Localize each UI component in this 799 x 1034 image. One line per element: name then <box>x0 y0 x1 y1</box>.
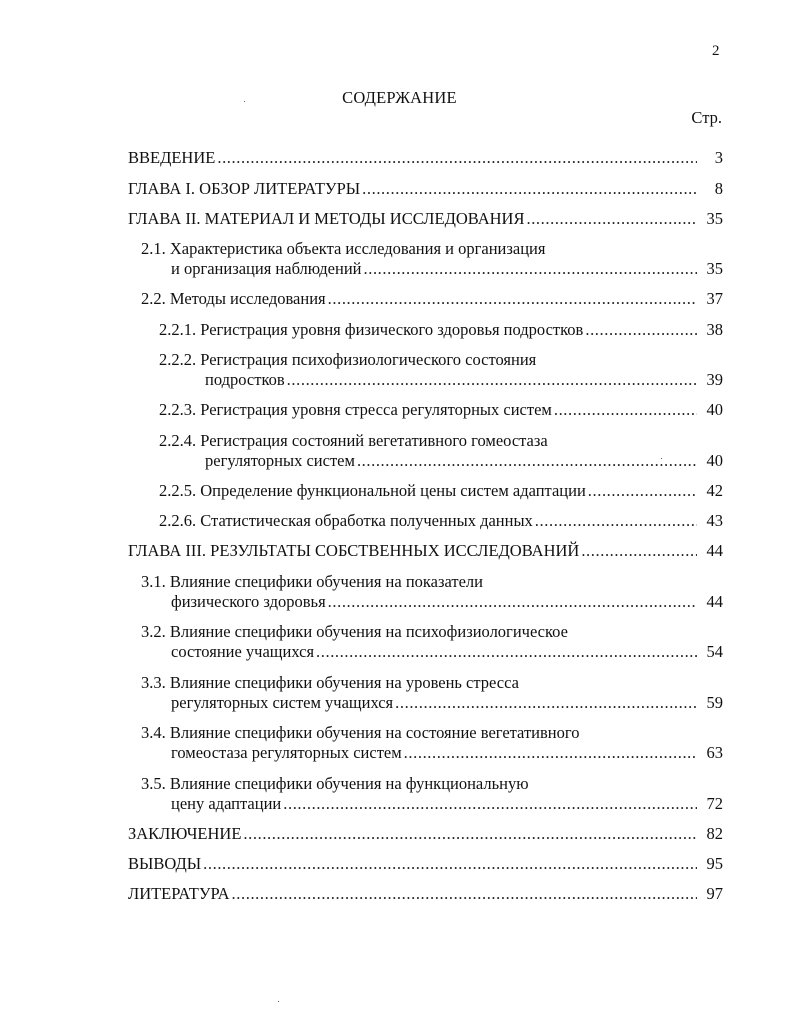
dot-leader <box>357 450 697 472</box>
toc-entry-label: 2.2.6. Статистическая обработка полученных данных <box>159 511 533 530</box>
scan-speck <box>278 1001 279 1002</box>
toc-entry-label: ВЫВОДЫ <box>128 854 202 873</box>
toc-entry-chapter-1[interactable] <box>128 178 723 200</box>
toc-entry-page: 40 <box>706 451 723 470</box>
toc-entry-label: ВВЕДЕНИЕ <box>128 148 216 167</box>
toc-entry-label: ГЛАВА III. РЕЗУЛЬТАТЫ СОБСТВЕННЫХ ИССЛЕДОВАНИЙ <box>128 541 580 560</box>
toc-entry-page: 82 <box>706 824 723 843</box>
toc-entry-label: 2.2. Методы исследования <box>141 289 326 308</box>
toc-entry-2-1[interactable] <box>171 258 723 280</box>
toc-entry-2-2-2[interactable] <box>205 369 723 391</box>
toc-entry-2-2-3[interactable] <box>159 399 723 421</box>
toc-entry-label: ЛИТЕРАТУРА <box>128 884 230 903</box>
toc-entry-page: 43 <box>706 511 723 530</box>
toc-entry-page: 44 <box>706 541 723 560</box>
dot-leader <box>404 742 697 764</box>
toc-entry-2-2-2-line1[interactable]: 2.2.2. Регистрация психофизиологического состояния <box>159 350 537 369</box>
toc-entry-3-2[interactable] <box>171 641 723 663</box>
toc-entry-2-2-6[interactable] <box>159 510 723 532</box>
toc-entry-page: 59 <box>706 693 723 712</box>
toc-entry-page: 35 <box>706 259 723 278</box>
toc-entry-page: 72 <box>706 794 723 813</box>
toc-entry-2-2-4-line1[interactable]: 2.2.4. Регистрация состояний вегетативного гомеостаза <box>159 431 548 450</box>
dot-leader <box>243 823 697 845</box>
toc-entry-3-2-line1[interactable]: 3.2. Влияние специфики обучения на психофизиологическое <box>141 622 568 641</box>
toc-entry-page: 44 <box>706 592 723 611</box>
toc-entry-page: 39 <box>706 370 723 389</box>
toc-entry-label: регуляторных систем учащихся <box>171 693 394 712</box>
toc-entry-page: 40 <box>706 400 723 419</box>
page-column-header: Стр. <box>691 108 722 127</box>
toc-entry-3-1-line1[interactable]: 3.1. Влияние специфики обучения на показатели <box>141 572 483 591</box>
toc-entry-3-5[interactable] <box>171 793 723 815</box>
toc-entry-conclusion[interactable] <box>128 823 723 845</box>
toc-entry-label: гомеостаза регуляторных систем <box>171 743 402 762</box>
toc-entry-2-2[interactable] <box>141 288 723 310</box>
page-title: СОДЕРЖАНИЕ <box>342 88 457 107</box>
toc-entry-2-2-5[interactable] <box>159 480 723 502</box>
toc-entry-label: 2.2.3. Регистрация уровня стресса регуляторных систем <box>159 400 552 419</box>
dot-leader <box>362 178 697 200</box>
toc-entry-label: ГЛАВА I. ОБЗОР ЛИТЕРАТУРЫ <box>128 179 361 198</box>
toc-entry-2-2-1[interactable] <box>159 319 723 341</box>
toc-entry-label: физического здоровья <box>171 592 326 611</box>
dot-leader <box>203 853 697 875</box>
toc-entry-3-1[interactable] <box>171 591 723 613</box>
toc-entry-label: 2.2.5. Определение функциональной цены систем адаптации <box>159 481 586 500</box>
toc-entry-label: 2.2.1. Регистрация уровня физического здоровья подростков <box>159 320 584 339</box>
scan-speck <box>661 458 662 459</box>
toc-entry-chapter-2[interactable] <box>128 208 723 230</box>
toc-entry-page: 95 <box>706 854 723 873</box>
toc-entry-label: ГЛАВА II. МАТЕРИАЛ И МЕТОДЫ ИССЛЕДОВАНИЯ <box>128 209 525 228</box>
toc-entry-label: состояние учащихся <box>171 642 315 661</box>
toc-entry-page: 35 <box>706 209 723 228</box>
toc-entry-page: 63 <box>706 743 723 762</box>
toc-entry-3-3[interactable] <box>171 692 723 714</box>
dot-leader <box>588 480 697 502</box>
toc-entry-references[interactable] <box>128 883 723 905</box>
toc-entry-3-4-line1[interactable]: 3.4. Влияние специфики обучения на состояние вегетативного <box>141 723 580 742</box>
toc-entry-2-2-4[interactable] <box>205 450 723 472</box>
dot-leader <box>316 641 697 663</box>
toc-entry-page: 38 <box>706 320 723 339</box>
toc-entry-2-1-line1[interactable]: 2.1. Характеристика объекта исследования и организация <box>141 239 546 258</box>
dot-leader <box>217 147 697 169</box>
toc-entry-page: 37 <box>706 289 723 308</box>
toc-entry-3-5-line1[interactable]: 3.5. Влияние специфики обучения на функциональную <box>141 774 529 793</box>
dot-leader <box>526 208 697 230</box>
toc-entry-findings[interactable] <box>128 853 723 875</box>
scan-speck <box>244 101 245 102</box>
dot-leader <box>535 510 697 532</box>
toc-entry-3-4[interactable] <box>171 742 723 764</box>
toc-entry-chapter-3[interactable] <box>128 540 723 562</box>
toc-entry-label: цену адаптации <box>171 794 282 813</box>
dot-leader <box>554 399 697 421</box>
page-number: 2 <box>712 43 720 59</box>
toc-entry-introduction[interactable] <box>128 147 723 169</box>
dot-leader <box>232 883 697 905</box>
toc-entry-label: ЗАКЛЮЧЕНИЕ <box>128 824 242 843</box>
toc-entry-page: 54 <box>706 642 723 661</box>
dot-leader <box>364 258 698 280</box>
toc-entry-page: 97 <box>706 884 723 903</box>
dot-leader <box>283 793 697 815</box>
dot-leader <box>581 540 697 562</box>
toc-entry-page: 42 <box>706 481 723 500</box>
toc-entry-label: подростков <box>205 370 285 389</box>
toc-entry-page: 3 <box>714 148 723 167</box>
toc-entry-3-3-line1[interactable]: 3.3. Влияние специфики обучения на уровень стресса <box>141 673 519 692</box>
dot-leader <box>287 369 697 391</box>
dot-leader <box>395 692 697 714</box>
toc-entry-label: и организация наблюдений <box>171 259 362 278</box>
toc-entry-label: регуляторных систем <box>205 451 355 470</box>
dot-leader <box>585 319 697 341</box>
dot-leader <box>328 591 697 613</box>
dot-leader <box>328 288 697 310</box>
toc-entry-page: 8 <box>714 179 723 198</box>
